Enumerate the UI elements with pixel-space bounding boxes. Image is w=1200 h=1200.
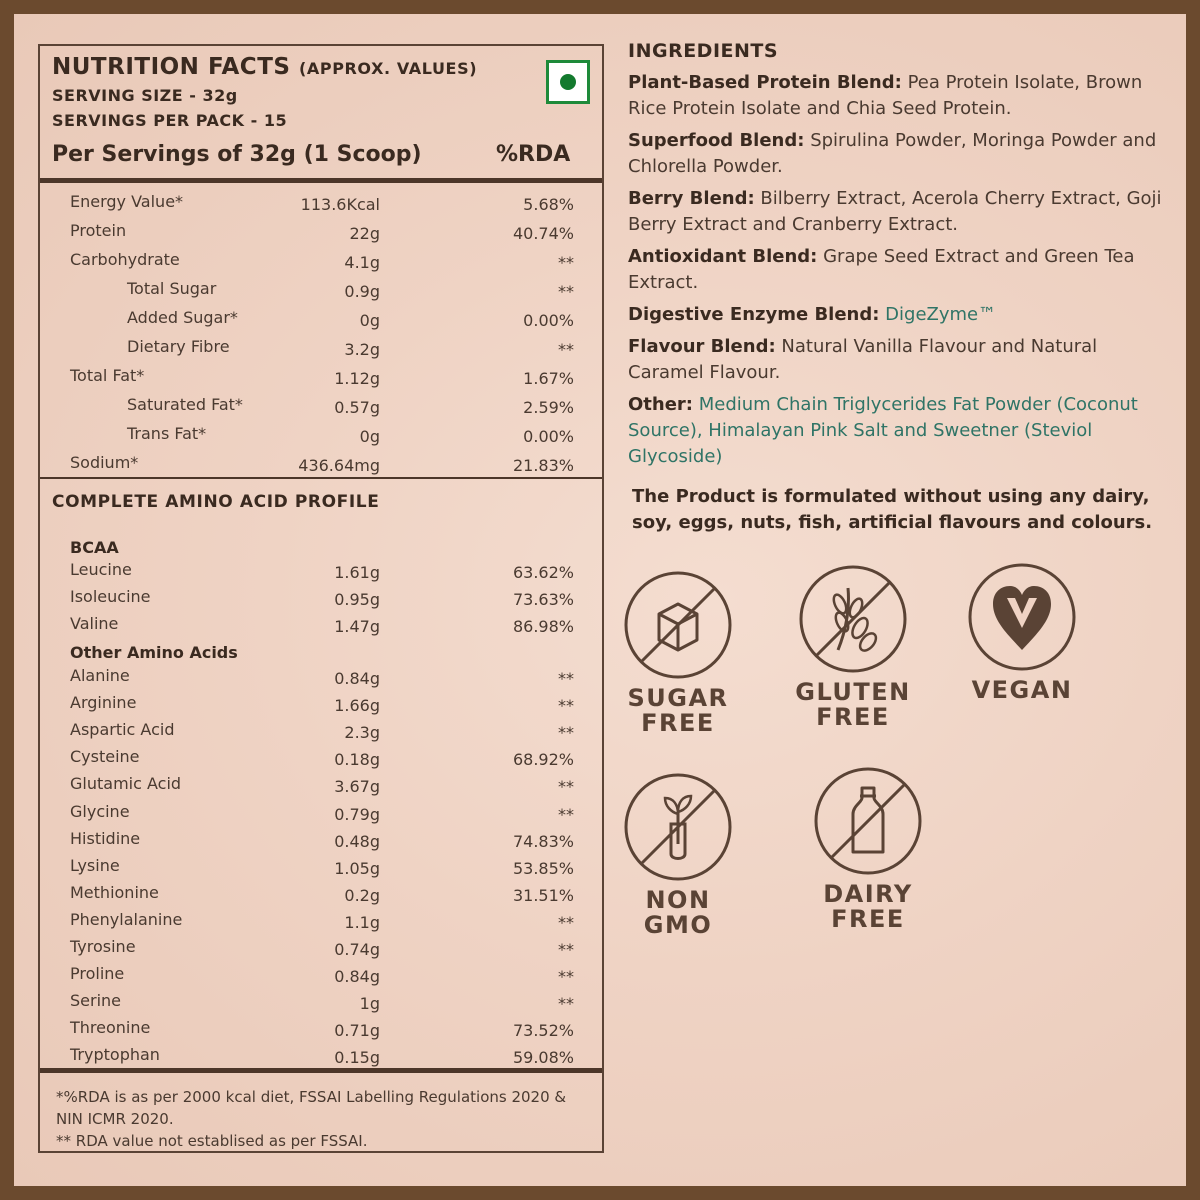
sugar-cube-crossed-icon — [623, 570, 733, 680]
nutrient-name: Proline — [70, 964, 125, 984]
nutrient-rda: 59.08% — [512, 1048, 574, 1068]
approx-note: (APPROX. VALUES) — [298, 59, 478, 78]
bcaa-title: BCAA — [70, 538, 119, 557]
ingredient-item — [628, 70, 1168, 122]
nutrient-rda: ** — [558, 994, 574, 1014]
nutrient-name: Valine — [70, 614, 119, 633]
ingredient-label: Superfood Blend: — [628, 130, 805, 151]
nutrient-rda: ** — [558, 340, 574, 359]
badge-label — [788, 882, 948, 932]
nutrient-amount: 1.1g — [344, 912, 380, 932]
nutrient-rda: 31.51% — [512, 885, 574, 905]
nutrient-row — [40, 279, 602, 306]
nutrient-amount: 1.05g — [334, 858, 380, 878]
badge-non-gmo — [598, 772, 758, 938]
nutrient-rda: 2.59% — [523, 398, 574, 417]
nutrient-name: Alanine — [70, 666, 130, 685]
nutrient-amount: 0.2g — [344, 885, 380, 905]
nutrient-row — [40, 192, 602, 219]
nutrient-amount: 22g — [349, 224, 380, 243]
nutrient-name: Total Fat* — [70, 366, 145, 385]
ingredient-text: Medium Chain Triglycerides Fat Powder (Coconut Source), Himalayan Pink Salt and Sweetner (Steviol Glycoside) — [628, 394, 1138, 467]
nutrient-rda: 74.83% — [512, 831, 574, 851]
ingredient-label: Other: — [628, 394, 694, 415]
nutrient-row — [40, 964, 602, 991]
amino-profile-title: COMPLETE AMINO ACID PROFILE — [52, 492, 380, 512]
badge-line: GLUTEN — [795, 678, 911, 706]
nutrient-rda: 63.62% — [512, 563, 574, 582]
ingredient-label: Plant-Based Protein Blend: — [628, 72, 902, 93]
nutrient-name: Added Sugar* — [127, 308, 238, 327]
ingredient-text: Spirulina Powder, Moringa Powder and Chlorella Powder. — [628, 130, 1157, 177]
ingredient-text: Bilberry Extract, Acerola Cherry Extract, Goji Berry Extract and Cranberry Extract. — [628, 188, 1162, 235]
badge-line: SUGAR — [627, 684, 729, 712]
nutrient-row — [40, 614, 602, 641]
nutrient-rda: 0.00% — [523, 311, 574, 330]
badge-vegan — [942, 562, 1102, 703]
nutrient-amount: 113.6Kcal — [300, 195, 380, 214]
nutrient-amount: 0.57g — [334, 398, 380, 417]
badge-sugar-free — [598, 570, 758, 736]
nutrient-amount: 1g — [359, 994, 380, 1014]
nutrient-row — [40, 802, 602, 829]
per-serving-label: Per Servings of 32g (1 Scoop) — [52, 142, 422, 167]
nutrient-row — [40, 910, 602, 937]
nutrient-name: Saturated Fat* — [127, 395, 243, 414]
nutrient-rda: ** — [558, 696, 574, 716]
nutrient-amount: 0g — [359, 427, 380, 446]
nutrient-row — [40, 829, 602, 856]
nutrient-name: Glutamic Acid — [70, 774, 182, 794]
heart-v-icon — [967, 562, 1077, 672]
ingredients-list — [628, 70, 1168, 470]
footnote-rda: *%RDA is as per 2000 kcal diet, FSSAI Labelling Regulations 2020 & NIN ICMR 2020. — [56, 1088, 567, 1128]
nutrient-rda: 86.98% — [512, 617, 574, 636]
nutrient-amount: 0.48g — [334, 831, 380, 851]
milk-bottle-crossed-icon — [813, 766, 923, 876]
nutrient-amount: 1.12g — [334, 369, 380, 388]
nutrient-amount: 0.15g — [334, 1048, 380, 1068]
wheat-crossed-icon — [798, 564, 908, 674]
nutrient-name: Serine — [70, 991, 122, 1011]
veg-mark-icon — [546, 60, 590, 104]
nutrient-rda: 68.92% — [512, 750, 574, 770]
footnote-not-established: ** RDA value not establised as per FSSAI. — [56, 1132, 368, 1150]
nutrient-rda: 73.63% — [512, 590, 574, 609]
nutrient-name: Total Sugar — [127, 279, 217, 298]
nutrient-amount: 0.84g — [334, 967, 380, 987]
ingredient-label: Flavour Blend: — [628, 336, 776, 357]
badge-line: NON — [645, 886, 711, 914]
nutrient-name: Threonine — [70, 1018, 151, 1038]
ingredient-label: Digestive Enzyme Blend: — [628, 304, 880, 325]
nutrient-row — [40, 337, 602, 364]
ingredients-section — [628, 40, 1168, 476]
nutrient-row — [40, 666, 602, 693]
badge-line: DAIRY — [823, 880, 913, 908]
nutrient-rda: 21.83% — [512, 456, 574, 475]
nutrient-amount: 0.71g — [334, 1021, 380, 1041]
nutrient-name: Histidine — [70, 828, 141, 848]
nutrient-rda: 53.85% — [512, 858, 574, 878]
badge-label — [942, 678, 1102, 703]
nutrient-name: Lysine — [70, 855, 120, 875]
nutrient-row — [40, 693, 602, 720]
nutrient-row — [40, 1018, 602, 1045]
nutrient-name: Methionine — [70, 882, 159, 902]
nutrient-rda: ** — [558, 282, 574, 301]
nutrient-rda: ** — [558, 912, 574, 932]
nutrient-amount: 0.74g — [334, 940, 380, 959]
nutrient-name: Tryptophan — [70, 1045, 160, 1065]
nutrient-amount: 1.47g — [334, 617, 380, 636]
nutrient-row — [40, 883, 602, 910]
nutrient-name: Energy Value* — [70, 192, 184, 211]
nutrient-row — [40, 747, 602, 774]
nutrient-rda: ** — [558, 804, 574, 824]
product-info-card — [14, 14, 1186, 1186]
nutrient-amount: 3.67g — [334, 777, 380, 797]
ingredient-item — [628, 334, 1168, 386]
nutrient-row — [40, 453, 602, 480]
nutrient-amount: 0.9g — [344, 282, 380, 301]
nutrient-name: Cysteine — [70, 747, 140, 767]
divider — [40, 477, 602, 479]
badge-label — [773, 680, 933, 730]
ingredient-item — [628, 392, 1168, 470]
ingredient-label: Antioxidant Blend: — [628, 246, 818, 267]
nutrient-name: Dietary Fibre — [127, 337, 230, 356]
badge-label — [598, 888, 758, 938]
rda-header: %RDA — [496, 142, 571, 167]
nutrient-rda: 0.00% — [523, 427, 574, 446]
badge-line: VEGAN — [971, 676, 1073, 704]
nutrient-name: Leucine — [70, 560, 132, 579]
nutrient-amount: 3.2g — [344, 340, 380, 359]
nutrient-amount: 0.84g — [334, 669, 380, 688]
badge-line: FREE — [641, 709, 715, 737]
badge-label — [598, 686, 758, 736]
nutrition-title — [52, 54, 592, 80]
nutrient-rda: ** — [558, 669, 574, 688]
nutrient-row — [40, 856, 602, 883]
serving-size: SERVING SIZE - 32g — [52, 86, 238, 105]
nutrient-amount: 1.66g — [334, 696, 380, 716]
nutrient-name: Arginine — [70, 693, 137, 713]
nutrient-amount: 2.3g — [344, 723, 380, 743]
other-amino-title: Other Amino Acids — [70, 643, 238, 662]
badge-line: GMO — [643, 911, 713, 939]
ingredient-text: Pea Protein Isolate, Brown Rice Protein Isolate and Chia Seed Protein. — [628, 72, 1143, 119]
ingredient-text: Natural Vanilla Flavour and Natural Caramel Flavour. — [628, 336, 1098, 383]
nutrient-rda: ** — [558, 967, 574, 987]
nutrient-row — [40, 366, 602, 393]
nutrient-amount: 0.95g — [334, 590, 380, 609]
nutrient-row — [40, 991, 602, 1018]
nutrient-rda: ** — [558, 940, 574, 959]
nutrient-amount: 4.1g — [344, 253, 380, 272]
ingredient-label: Berry Blend: — [628, 188, 755, 209]
nutrient-rda: 5.68% — [523, 195, 574, 214]
ingredient-item — [628, 302, 1168, 328]
nutrient-rda: 73.52% — [512, 1021, 574, 1041]
nutrient-name: Protein — [70, 221, 127, 240]
nutrient-amount: 0.18g — [334, 750, 380, 770]
nutrient-name: Sodium* — [70, 453, 139, 472]
nutrient-row — [40, 250, 602, 277]
badge-dairy-free — [788, 766, 948, 932]
nutrition-facts-panel — [38, 44, 604, 1153]
servings-per-pack: SERVINGS PER PACK - 15 — [52, 111, 288, 130]
nutrient-amount: 1.61g — [334, 563, 380, 582]
nutrient-name: Isoleucine — [70, 587, 151, 606]
badge-line: FREE — [816, 703, 890, 731]
test-tube-sprout-crossed-icon — [623, 772, 733, 882]
nutrient-name: Glycine — [70, 801, 130, 821]
nutrient-row — [40, 560, 602, 587]
divider-thick — [40, 1068, 602, 1073]
ingredient-item — [628, 128, 1168, 180]
free-from-note: The Product is formulated without using any dairy, soy, eggs, nuts, fish, artificial flavours and colours. — [632, 486, 1153, 533]
nutrition-title-text: NUTRITION FACTS — [52, 54, 291, 80]
nutrient-name: Trans Fat* — [127, 424, 207, 443]
nutrient-row — [40, 395, 602, 422]
divider-thick — [40, 178, 602, 183]
nutrient-row — [40, 720, 602, 747]
nutrient-row — [40, 308, 602, 335]
nutrient-rda: ** — [558, 777, 574, 797]
badge-gluten-free — [773, 564, 933, 730]
ingredient-text: Grape Seed Extract and Green Tea Extract. — [628, 246, 1135, 293]
nutrient-name: Phenylalanine — [70, 909, 183, 929]
nutrient-rda: 40.74% — [512, 224, 574, 243]
ingredient-item — [628, 186, 1168, 238]
nutrient-row — [40, 424, 602, 451]
nutrient-name: Tyrosine — [70, 937, 136, 956]
nutrient-amount: 0g — [359, 311, 380, 330]
nutrient-name: Carbohydrate — [70, 250, 180, 269]
nutrient-name: Aspartic Acid — [70, 720, 175, 740]
per-serving-header — [52, 142, 592, 167]
nutrient-row — [40, 587, 602, 614]
nutrient-row — [40, 221, 602, 248]
nutrition-header — [52, 54, 592, 130]
badge-line: FREE — [831, 905, 905, 933]
nutrient-row — [40, 774, 602, 801]
nutrient-rda: ** — [558, 723, 574, 743]
nutrient-rda: 1.67% — [523, 369, 574, 388]
ingredients-title: INGREDIENTS — [628, 40, 779, 62]
nutrient-amount: 0.79g — [334, 804, 380, 824]
ingredient-text: DigeZyme™ — [879, 304, 997, 325]
nutrient-row — [40, 937, 602, 964]
nutrient-amount: 436.64mg — [298, 456, 380, 475]
ingredient-item — [628, 244, 1168, 296]
nutrient-rda: ** — [558, 253, 574, 272]
